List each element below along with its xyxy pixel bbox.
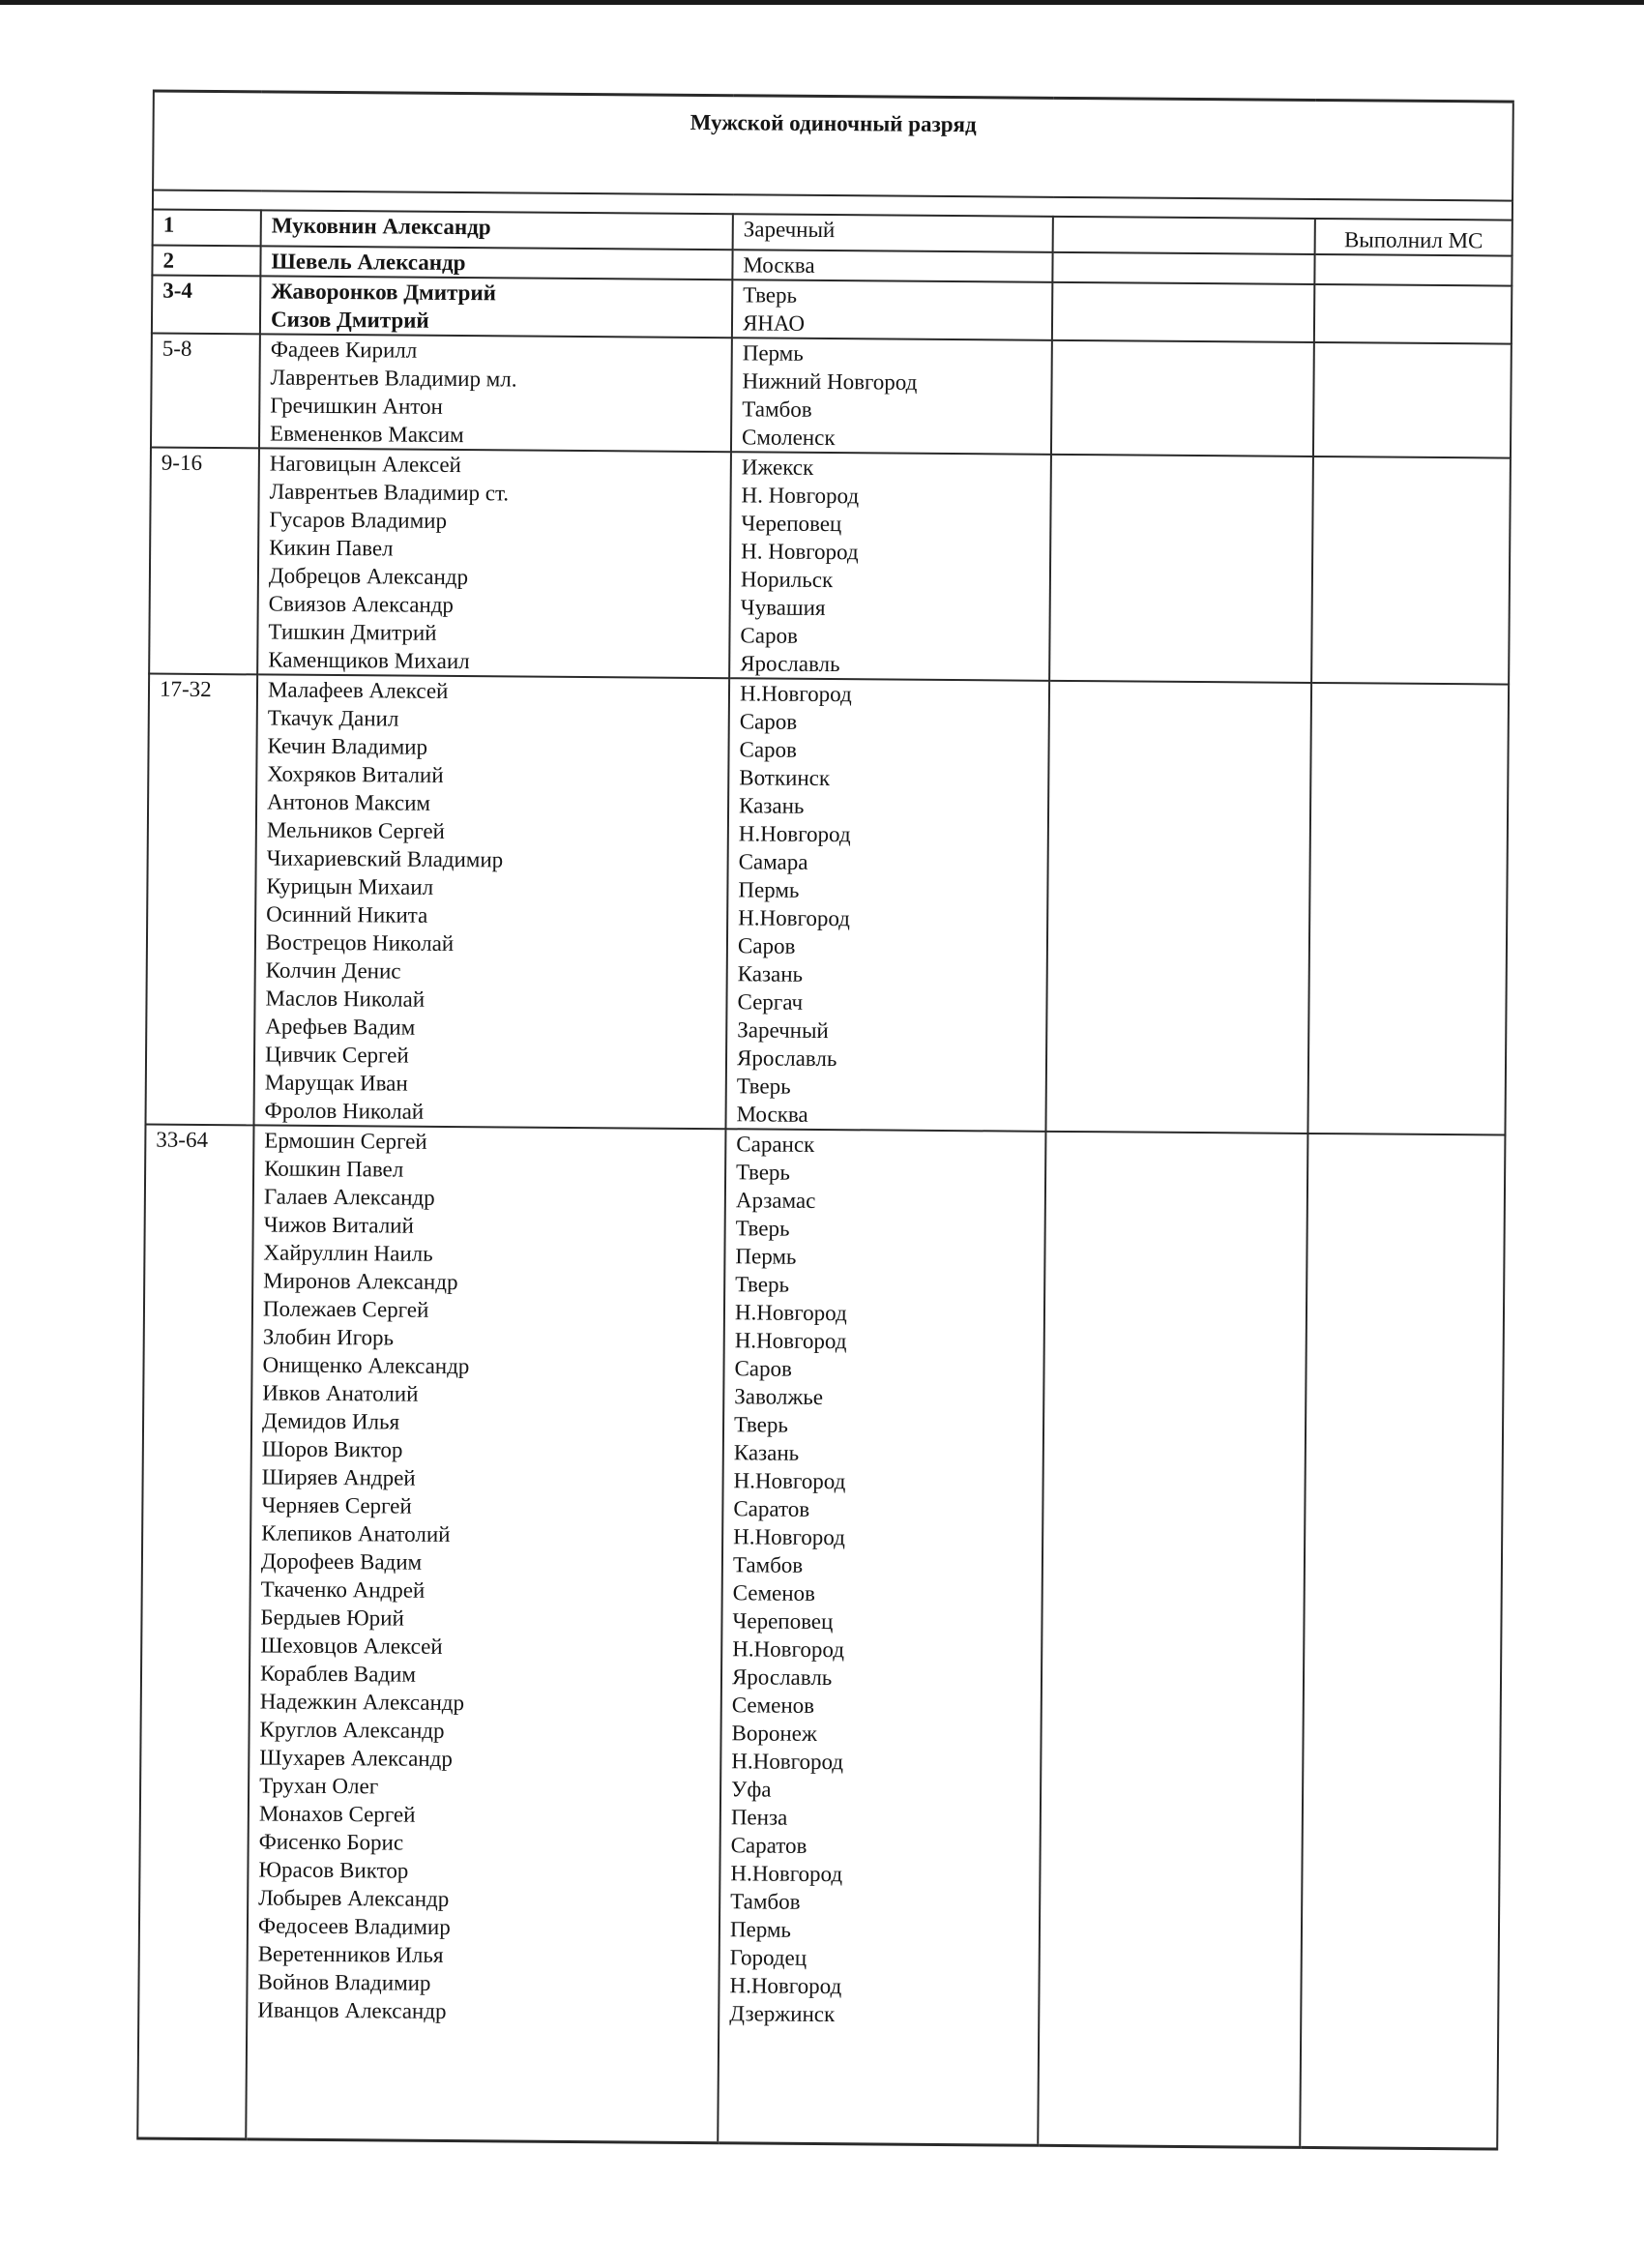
player-city: Тверь <box>735 1216 790 1241</box>
player-city: Саров <box>739 737 798 762</box>
player-city: Ижекск <box>741 455 814 480</box>
player-city: Казань <box>737 961 804 987</box>
player-city: Саранск <box>736 1132 815 1157</box>
player-cities-cell <box>725 678 1049 1132</box>
place-cell: 3-4 <box>152 276 260 335</box>
player-city: Череповец <box>732 1608 834 1635</box>
table-row <box>137 1125 1505 2150</box>
player-name: Евмененков Максим <box>270 421 464 448</box>
player-names-cell <box>260 246 732 280</box>
player-name: Марущак Иван <box>264 1070 408 1096</box>
empty-cell <box>1052 282 1314 342</box>
place-cell: 9-16 <box>149 448 259 675</box>
player-name: Маслов Николай <box>265 986 426 1012</box>
player-city: Саратов <box>730 1833 807 1858</box>
note-cell <box>1311 457 1511 685</box>
table-body <box>137 91 1513 2149</box>
player-name: Лобырев Александр <box>258 1885 450 1911</box>
player-name: Монахов Сергей <box>258 1801 416 1827</box>
player-city: Саров <box>734 1356 793 1381</box>
player-name: Галаев Александр <box>263 1184 435 1210</box>
player-city: Чувашия <box>740 595 826 621</box>
player-name: Лаврентьев Владимир мл. <box>270 365 517 392</box>
player-city: Н.Новгород <box>731 1749 844 1775</box>
player-name: Ткачук Данил <box>267 705 399 731</box>
empty-cell <box>1053 217 1315 254</box>
player-name: Каменщиков Михаил <box>268 647 470 674</box>
player-city: Москва <box>736 1102 808 1127</box>
player-name: Гречишкин Антон <box>270 393 444 419</box>
player-city: Пермь <box>735 1244 797 1269</box>
player-city: Н.Новгород <box>732 1636 845 1663</box>
player-name: Шевель Александр <box>271 249 466 276</box>
player-name: Хохряков Виталий <box>267 761 444 787</box>
player-city: Тверь <box>735 1272 790 1297</box>
table-title: Мужской одиночный разряд <box>153 91 1513 201</box>
player-name: Хайруллин Наиль <box>263 1240 433 1266</box>
player-city: Заволжье <box>734 1384 824 1410</box>
player-name: Клепиков Анатолий <box>261 1520 451 1546</box>
player-city: Тамбов <box>732 1552 804 1577</box>
player-cities-cell <box>718 1129 1045 2145</box>
player-city: Тамбов <box>742 397 812 422</box>
player-city: Семенов <box>731 1693 815 1718</box>
player-name: Фадеев Кирилл <box>270 337 418 363</box>
player-city: Норильск <box>740 567 834 593</box>
player-name: Иванцов Александр <box>257 1997 447 2023</box>
player-city: Пермь <box>729 1917 792 1942</box>
note-cell <box>1300 1134 1505 2149</box>
player-name: Шоров Виктор <box>261 1436 403 1462</box>
player-city: Н.Новгород <box>733 1468 846 1494</box>
player-name: Надежкин Александр <box>259 1689 465 1716</box>
player-cities-cell <box>731 338 1052 455</box>
player-city: Казань <box>738 793 805 818</box>
player-city: Нижний Новгород <box>742 368 918 395</box>
player-city: Самара <box>738 849 808 874</box>
table-row <box>151 334 1512 458</box>
player-city: Воронеж <box>731 1721 817 1746</box>
player-city: Смоленск <box>741 425 836 451</box>
player-city: Тамбов <box>730 1889 801 1914</box>
player-name: Свиязов Александр <box>268 591 455 617</box>
player-city: Дзержинск <box>729 2001 836 2027</box>
player-city: Ярославль <box>740 651 840 677</box>
player-names-cell <box>246 1125 725 2142</box>
player-cities-cell <box>732 250 1052 282</box>
player-name: Круглов Александр <box>259 1717 445 1743</box>
empty-cell <box>1045 681 1311 1134</box>
player-city: Н.Новгород <box>734 1328 847 1354</box>
note-cell <box>1314 284 1512 344</box>
player-city: Саратов <box>733 1496 810 1521</box>
player-city: Заречный <box>737 1017 829 1044</box>
player-city: Казань <box>733 1440 800 1465</box>
player-cities-cell <box>729 452 1051 681</box>
player-city: Пенза <box>730 1805 788 1830</box>
player-name: Трухан Олег <box>259 1773 379 1799</box>
player-names-cell <box>253 674 729 1129</box>
player-cities-cell <box>733 214 1053 252</box>
player-city: Тверь <box>736 1074 791 1099</box>
player-name: Жаворонков Дмитрий <box>271 279 496 306</box>
player-name: Демидов Илья <box>261 1408 400 1434</box>
player-name: Антонов Максим <box>267 789 431 815</box>
player-name: Кикин Павел <box>269 535 394 561</box>
player-city: Саров <box>740 623 798 648</box>
note-cell <box>1313 342 1512 458</box>
empty-cell <box>1052 252 1314 284</box>
player-name: Фролов Николай <box>264 1098 425 1124</box>
player-city: Тверь <box>736 1160 791 1185</box>
table-row <box>149 448 1511 685</box>
place-cell: 2 <box>152 246 260 277</box>
player-name: Чихариевский Владимир <box>266 845 504 872</box>
player-city: Н.Новгород <box>729 1973 842 1999</box>
player-city: Н.Новгород <box>739 681 852 707</box>
player-cities-cell <box>732 280 1052 340</box>
player-city: Пермь <box>742 340 804 366</box>
player-city: Тверь <box>733 1412 788 1437</box>
player-city: Пермь <box>738 877 800 902</box>
player-name: Войнов Владимир <box>257 1969 431 1995</box>
player-city: Н.Новгород <box>730 1861 843 1887</box>
player-name: Бердыев Юрий <box>260 1605 404 1631</box>
player-name: Злобин Игорь <box>262 1324 395 1350</box>
player-names-cell <box>261 210 733 250</box>
player-city: Заречный <box>743 217 836 243</box>
player-name: Ширяев Андрей <box>261 1464 416 1490</box>
player-name: Тишкин Дмитрий <box>268 619 437 645</box>
player-name: Мельников Сергей <box>266 817 446 843</box>
player-city: Н.Новгород <box>738 821 851 847</box>
note-cell: Выполнил МС <box>1315 219 1512 256</box>
player-name: Колчин Денис <box>265 957 401 984</box>
player-name: Веретенников Илья <box>257 1941 444 1967</box>
player-name: Осинний Никита <box>266 901 428 928</box>
player-name: Федосеев Владимир <box>257 1913 451 1940</box>
empty-cell <box>1049 455 1313 683</box>
empty-cell <box>1051 340 1314 457</box>
player-name: Фисенко Борис <box>258 1829 404 1855</box>
player-city: Череповец <box>741 511 842 537</box>
player-name: Кечин Владимир <box>267 733 428 759</box>
player-city: Саров <box>737 933 796 958</box>
player-name: Наговицын Алексей <box>269 451 462 478</box>
player-name: Миронов Александр <box>263 1268 458 1295</box>
player-city: Москва <box>743 252 815 278</box>
note-cell <box>1314 254 1512 286</box>
player-name: Лаврентьев Владимир ст. <box>269 479 510 506</box>
player-name: Кораблев Вадим <box>259 1661 417 1687</box>
player-city: ЯНАО <box>742 310 806 336</box>
player-name: Кошкин Павел <box>264 1156 404 1182</box>
title-row <box>153 91 1513 201</box>
player-name: Ермошин Сергей <box>264 1128 427 1154</box>
player-name: Вострецов Николай <box>265 929 455 957</box>
player-city: Ярославль <box>731 1664 833 1691</box>
empty-cell <box>1038 1132 1307 2148</box>
note-cell <box>1307 683 1509 1135</box>
player-city: Саров <box>739 709 798 734</box>
player-names-cell <box>259 334 732 452</box>
player-city: Н.Новгород <box>733 1524 845 1550</box>
player-city: Сергач <box>737 989 804 1015</box>
player-name: Ивков Анатолий <box>262 1380 419 1406</box>
player-name: Муковнин Александр <box>271 213 491 240</box>
player-city: Тверь <box>743 282 798 308</box>
table-row <box>145 674 1509 1135</box>
player-name: Курицын Михаил <box>266 873 434 899</box>
player-city: Городец <box>729 1945 807 1970</box>
player-city: Семенов <box>732 1580 816 1605</box>
player-name: Дорофеев Вадим <box>260 1548 423 1575</box>
player-name: Шухарев Александр <box>259 1745 453 1772</box>
player-name: Черняев Сергей <box>261 1492 412 1518</box>
table-row <box>152 276 1512 344</box>
player-name: Добрецов Александр <box>268 563 469 590</box>
place-cell: 17-32 <box>145 674 257 1126</box>
player-name: Онищенко Александр <box>262 1352 470 1379</box>
player-name: Сизов Дмитрий <box>270 307 429 333</box>
place-cell: 5-8 <box>151 334 260 449</box>
player-name: Ткаченко Андрей <box>260 1576 426 1603</box>
place-cell: 1 <box>153 210 261 247</box>
player-name: Цивчик Сергей <box>264 1042 409 1068</box>
player-names-cell <box>257 448 731 678</box>
player-name: Юрасов Виктор <box>258 1857 409 1883</box>
player-name: Полежаев Сергей <box>262 1296 429 1322</box>
player-name: Шеховцов Алексей <box>260 1633 443 1659</box>
player-name: Арефьев Вадим <box>265 1014 416 1040</box>
player-name: Малафеев Алексей <box>267 677 449 703</box>
player-city: Арзамас <box>735 1188 816 1213</box>
player-names-cell <box>260 276 732 338</box>
player-city: Н.Новгород <box>738 905 851 931</box>
player-name: Гусаров Владимир <box>269 507 448 533</box>
player-city: Воткинск <box>739 765 831 791</box>
place-cell: 33-64 <box>137 1125 253 2139</box>
results-table <box>136 90 1514 2151</box>
player-city: Ярославль <box>736 1046 837 1072</box>
player-name: Чижов Виталий <box>263 1212 414 1238</box>
player-city: Уфа <box>731 1777 772 1802</box>
player-city: Н. Новгород <box>741 539 859 565</box>
player-city: Н.Новгород <box>734 1300 847 1326</box>
player-city: Н. Новгород <box>741 483 860 509</box>
